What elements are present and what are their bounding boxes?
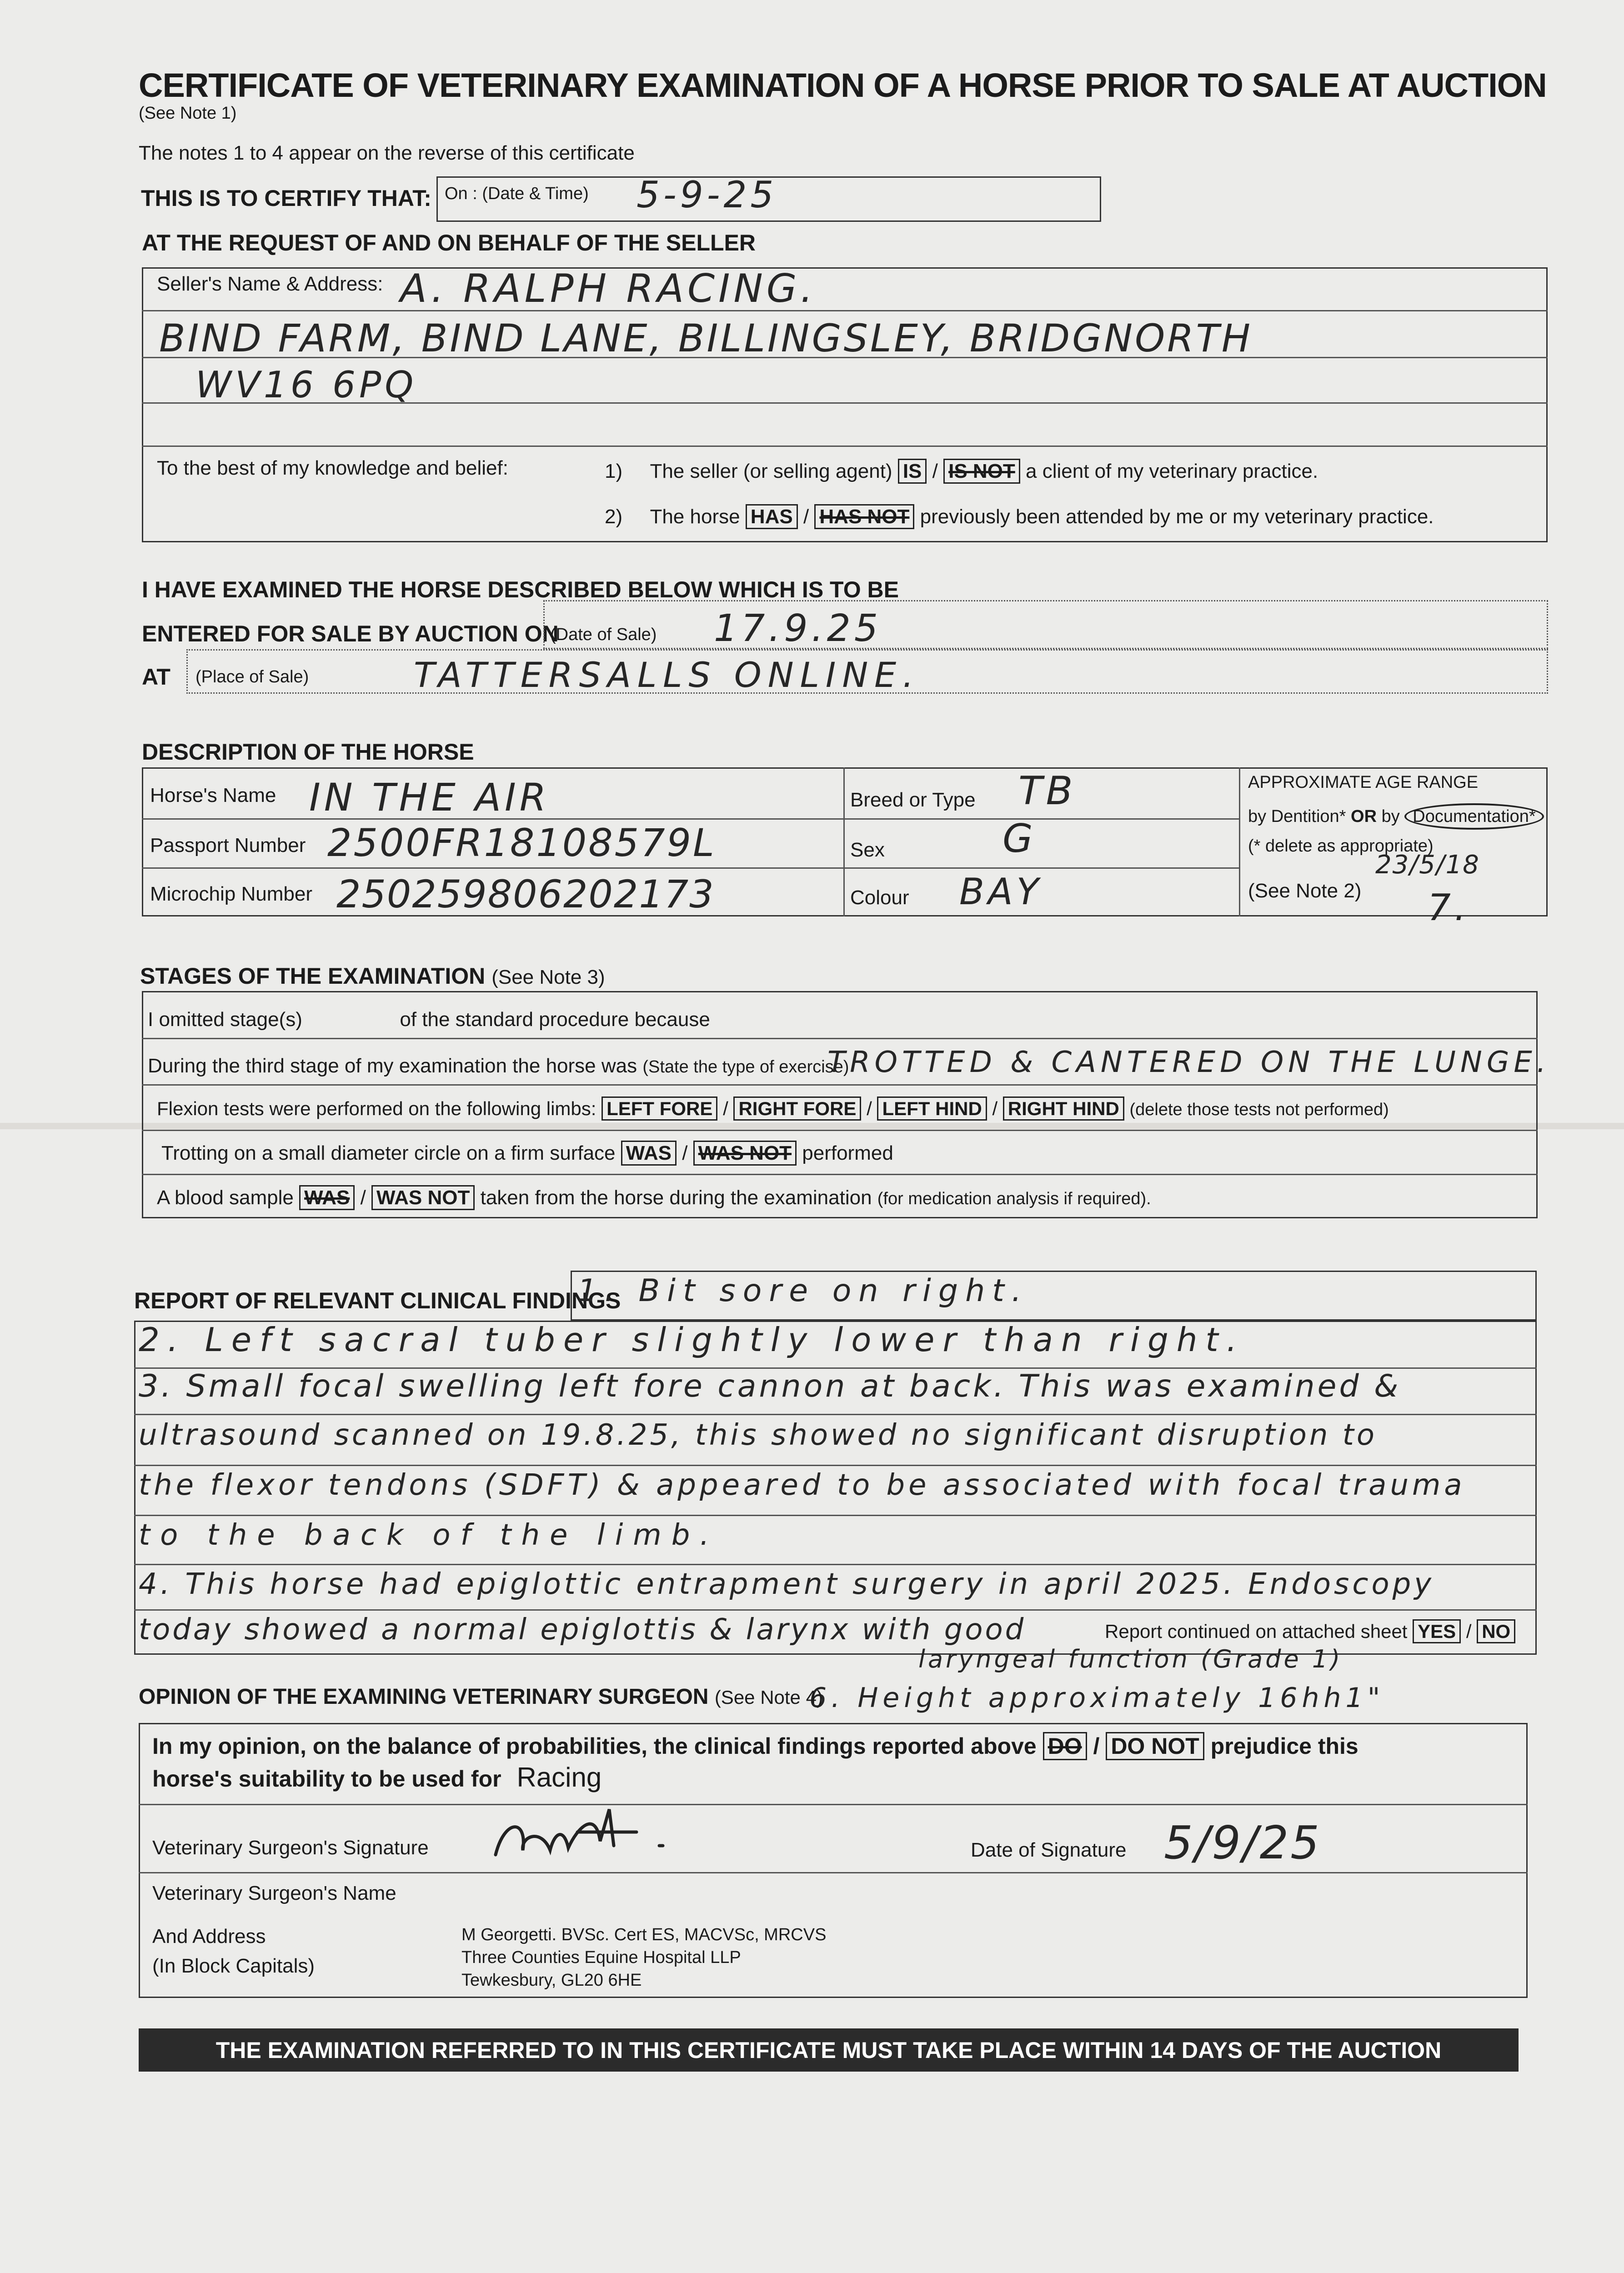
see-note-1: (See Note 1) <box>139 104 237 123</box>
third-stage-row <box>148 1055 849 1077</box>
trotting-post: performed <box>802 1142 893 1164</box>
report-line-2: 2. Left sacral tuber slightly lower than right. <box>139 1321 1245 1359</box>
rule <box>142 1174 1538 1175</box>
opinion-use-value: Racing <box>516 1762 602 1792</box>
rule <box>139 1804 1528 1805</box>
seller-address-line1: BIND FARM, BIND LANE, BILLINGSLEY, BRIDGNORTH <box>159 316 1253 360</box>
report-heading: REPORT OF RELEVANT CLINICAL FINDINGS <box>134 1288 621 1313</box>
report-line-10: 6. Height approximately 16hh1" <box>809 1682 1385 1714</box>
report-line-4: ultrasound scanned on 19.8.25, this showed no significant disruption to <box>139 1418 1377 1452</box>
notes-line: The notes 1 to 4 appear on the reverse of this certificate <box>139 142 635 164</box>
slash: / <box>803 506 809 528</box>
sex-label: Sex <box>850 839 885 861</box>
certify-date-value: 5-9-25 <box>637 174 777 216</box>
certify-date-label: On : (Date & Time) <box>445 184 589 203</box>
sale-at-label: AT <box>142 664 170 690</box>
opinion-statement-post: prejudice this <box>1210 1733 1358 1759</box>
rule <box>134 1414 1537 1415</box>
age-documentation-circled: Documentation* <box>1404 803 1544 830</box>
slash: / <box>1093 1733 1100 1759</box>
blood-row <box>157 1187 1151 1209</box>
horse-name-value: IN THE AIR <box>309 775 550 820</box>
continued-yes: YES <box>1413 1619 1461 1643</box>
slash: / <box>682 1142 688 1164</box>
certify-label: THIS IS TO CERTIFY THAT: <box>141 185 431 211</box>
limb-left-hind: LEFT HIND <box>877 1096 987 1121</box>
sale-date-value: 17.9.25 <box>714 607 882 650</box>
date-signature-label: Date of Signature <box>971 1839 1127 1861</box>
age-dentition: by Dentition* <box>1248 807 1351 826</box>
rule <box>142 310 1548 311</box>
item-number: 1) <box>605 460 623 482</box>
report-continued-label: Report continued on attached sheet <box>1105 1621 1408 1642</box>
rule <box>843 767 845 916</box>
is-option: IS <box>898 459 927 484</box>
flexion-label: Flexion tests were performed on the following limbs: <box>157 1098 596 1119</box>
vet-address-label-1: And Address <box>152 1925 266 1948</box>
slash: / <box>1466 1621 1472 1642</box>
sex-value: G <box>1002 816 1037 861</box>
slash: / <box>723 1098 728 1119</box>
has-option: HAS <box>746 504 798 529</box>
age-or: OR <box>1351 807 1377 826</box>
report-line-6: to the back of the limb. <box>139 1518 719 1552</box>
report-line-1: 1. Bit sore on right. <box>577 1273 1029 1309</box>
trotting-pre: Trotting on a small diameter circle on a firm surface <box>161 1142 616 1164</box>
sale-place-label: (Place of Sale) <box>195 667 309 686</box>
opinion-do-not: DO NOT <box>1106 1732 1204 1760</box>
microchip-label: Microchip Number <box>150 883 312 905</box>
opinion-heading-text: OPINION OF THE EXAMINING VETERINARY SURGEON <box>139 1685 709 1709</box>
blood-post: taken from the horse during the examination <box>480 1187 872 1209</box>
rule <box>142 1084 1538 1086</box>
dob-value: 23/5/18 <box>1375 850 1480 880</box>
report-line-5: the flexor tendons (SDFT) & appeared to be associated with focal trauma <box>139 1468 1466 1502</box>
seller-item1 <box>605 460 1318 483</box>
footer-banner: THE EXAMINATION REFERRED TO IN THIS CERTIFICATE MUST TAKE PLACE WITHIN 14 DAYS OF THE AUCTION <box>139 2028 1519 2072</box>
blood-pre: A blood sample <box>157 1187 294 1209</box>
sale-heading: I HAVE EXAMINED THE HORSE DESCRIBED BELOW WHICH IS TO BE <box>142 577 899 602</box>
slash: / <box>932 460 938 482</box>
rule <box>1239 767 1240 916</box>
slash: / <box>867 1098 872 1119</box>
third-stage-note: (State the type of exercise) <box>642 1057 849 1076</box>
microchip-value: 250259806202173 <box>336 872 715 916</box>
rule <box>134 1465 1537 1466</box>
item-number: 2) <box>605 506 623 528</box>
passport-label: Passport Number <box>150 834 306 856</box>
seller-name-value: A. RALPH RACING. <box>400 266 817 311</box>
continued-no: NO <box>1477 1619 1515 1643</box>
stages-note: (See Note 3) <box>491 966 605 988</box>
limb-right-hind: RIGHT HIND <box>1003 1096 1124 1121</box>
age-see-note: (See Note 2) <box>1248 880 1362 902</box>
vet-practice-value: Three Counties Equine Hospital LLP <box>461 1948 741 1967</box>
limb-left-fore: LEFT FORE <box>601 1096 717 1121</box>
vet-name-value: M Georgetti. BVSc. Cert ES, MACVSc, MRCVS <box>461 1925 827 1944</box>
report-line-7: 4. This horse had epiglottic entrapment surgery in april 2025. Endoscopy <box>139 1567 1435 1601</box>
vet-address-label-2: (In Block Capitals) <box>152 1955 315 1977</box>
opinion-line2-text: horse's suitability to be used for <box>152 1766 501 1792</box>
is-not-option: IS NOT <box>943 459 1020 484</box>
opinion-do: DO <box>1043 1732 1087 1760</box>
sale-entered-label: ENTERED FOR SALE BY AUCTION ON <box>142 621 559 646</box>
slash: / <box>360 1187 366 1209</box>
sale-place-value: TATTERSALLS ONLINE. <box>414 655 920 695</box>
colour-label: Colour <box>850 886 909 909</box>
stages-heading <box>140 963 605 989</box>
third-stage-label: During the third stage of my examination the horse was <box>148 1055 637 1077</box>
breed-label: Breed or Type <box>850 789 976 811</box>
item2-text-end: previously been attended by me or my veterinary practice. <box>920 506 1434 528</box>
rule <box>134 1609 1537 1611</box>
date-signature-value: 5/9/25 <box>1164 1816 1321 1869</box>
slash: / <box>992 1098 998 1119</box>
rule <box>142 867 1240 869</box>
limb-right-fore: RIGHT FORE <box>733 1096 861 1121</box>
trotting-row <box>161 1142 893 1165</box>
blood-was-not: WAS NOT <box>371 1185 475 1210</box>
flexion-note: (delete those tests not performed) <box>1129 1100 1389 1119</box>
flexion-row <box>157 1098 1389 1120</box>
opinion-heading <box>139 1684 823 1709</box>
signature-label: Veterinary Surgeon's Signature <box>152 1837 429 1859</box>
report-line-9: laryngeal function (Grade 1) <box>918 1645 1343 1673</box>
age-delete-note: (* delete as appropriate) <box>1248 836 1434 856</box>
item2-text: The horse <box>650 506 740 528</box>
item1-text: The seller (or selling agent) <box>650 460 892 482</box>
blood-note: (for medication analysis if required). <box>877 1189 1151 1208</box>
rule <box>142 1038 1538 1039</box>
rule <box>134 1564 1537 1565</box>
has-not-option: HAS NOT <box>814 504 914 529</box>
horse-heading: DESCRIPTION OF THE HORSE <box>142 739 474 765</box>
seller-heading: AT THE REQUEST OF AND ON BEHALF OF THE SELLER <box>142 230 756 255</box>
certificate-title: CERTIFICATE OF VETERINARY EXAMINATION OF A HORSE PRIOR TO SALE AT AUCTION <box>139 66 1547 104</box>
colour-value: BAY <box>959 871 1043 913</box>
item1-text-end: a client of my veterinary practice. <box>1026 460 1318 482</box>
trotting-was: WAS <box>621 1141 677 1166</box>
stages-heading-text: STAGES OF THE EXAMINATION <box>140 963 486 989</box>
rule <box>142 818 1240 820</box>
age-by: by <box>1377 807 1405 826</box>
horse-name-label: Horse's Name <box>150 784 276 806</box>
rule <box>142 1130 1538 1131</box>
opinion-statement-pre: In my opinion, on the balance of probabilities, the clinical findings reported above <box>152 1733 1037 1759</box>
vet-name-label: Veterinary Surgeon's Name <box>152 1882 396 1904</box>
seller-name-label: Seller's Name & Address: <box>157 273 383 295</box>
report-line-3: 3. Small focal swelling left fore cannon at back. This was examined & <box>139 1368 1401 1404</box>
trotting-was-not: WAS NOT <box>693 1141 797 1166</box>
age-method <box>1248 807 1544 826</box>
seller-address-line2: WV16 6PQ <box>195 364 417 406</box>
knowledge-label: To the best of my knowledge and belief: <box>157 457 508 479</box>
report-continued <box>1105 1621 1515 1642</box>
omitted-row <box>148 1008 710 1031</box>
omitted-post: of the standard procedure because <box>400 1008 710 1031</box>
rule <box>134 1515 1537 1516</box>
passport-value: 2500FR18108579L <box>327 821 716 865</box>
breed-value: TB <box>1018 768 1077 814</box>
vet-signature <box>486 1800 696 1868</box>
vet-town-value: Tewkesbury, GL20 6HE <box>461 1971 642 1990</box>
age-heading: APPROXIMATE AGE RANGE <box>1248 773 1479 792</box>
seller-item2 <box>605 506 1434 528</box>
report-line-8: today showed a normal epiglottis & larynx with good <box>139 1613 1026 1647</box>
opinion-note: (See Note 4) <box>714 1687 823 1708</box>
opinion-line2 <box>152 1762 601 1793</box>
blood-was: WAS <box>299 1185 355 1210</box>
sale-date-label: (Date of Sale) <box>550 625 657 644</box>
age-value: 7. <box>1428 886 1470 929</box>
third-stage-value: TROTTED & CANTERED ON THE LUNGE. <box>827 1046 1551 1079</box>
rule <box>142 446 1548 447</box>
omitted-pre: I omitted stage(s) <box>148 1008 302 1031</box>
opinion-statement <box>152 1733 1358 1759</box>
sale-date-field <box>543 600 1548 649</box>
rule <box>139 1872 1528 1873</box>
